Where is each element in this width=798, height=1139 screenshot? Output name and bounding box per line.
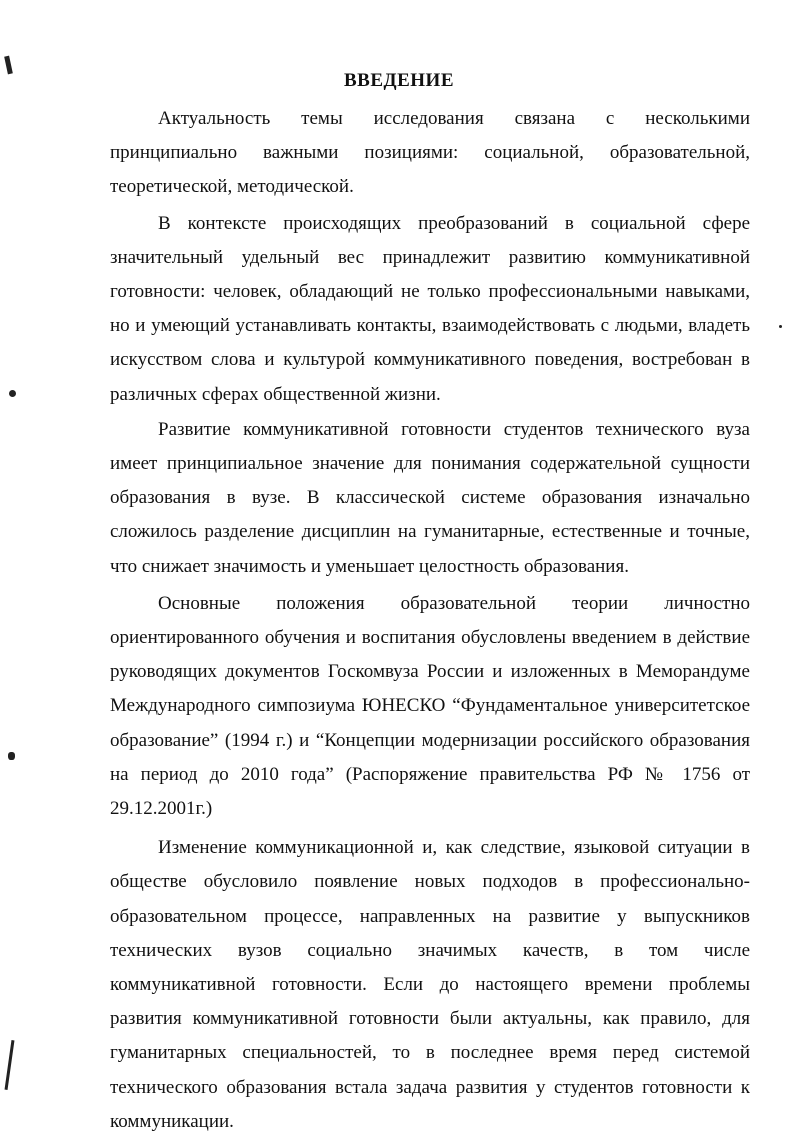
scan-mark-lower bbox=[8, 752, 15, 760]
paragraph-relevance: Актуальность темы исследования связана с несколькими принципиально важными позициями: социальной, образовательной, теоретической, методической. bbox=[110, 108, 750, 198]
paragraph-change: Изменение коммуникационной и, как следствие, языковой ситуации в обществе обусловило появление новых подходов в профессионально-образовательном процессе, направленных на развитие у выпускников технических вузов социально значимых качеств, в том числе коммуникативной готовности. Если до настоящего времени проблемы развития коммуникативной готовности были актуальны, как правило, для гуманитарных специальностей, то в последнее время перед системой технического образования встала задача развития у студентов готовности к коммуникации. bbox=[110, 837, 750, 1132]
scan-mark-bottom bbox=[5, 1040, 15, 1090]
paragraph-development: Развитие коммуникативной готовности студентов технического вуза имеет принципиальное значение для понимания содержательной сущности образования в вузе. В классической системе образования изначально сложилось разделение дисциплин на гуманитарные, естественные и точные, что снижает значимость и уменьшает целостность образования. bbox=[110, 418, 750, 577]
page-title: ВВЕДЕНИЕ bbox=[344, 70, 454, 91]
scan-mark-right bbox=[779, 325, 782, 328]
paragraph-provisions: Основные положения образовательной теории личностно ориентированного обучения и воспитания обусловлены введением в действие руководящих документов Госкомвуза России и изложенных в Меморандуме Международного симпозиума ЮНЕСКО “Фундаментальное университетское образование” (1994 г.) и “Концепции модернизации российского образования на период до 2010 года” (Распоряжение правительства РФ № 1756 от 29.12.2001г.) bbox=[110, 592, 750, 820]
scan-mark-middle bbox=[9, 390, 16, 397]
paragraph-context: В контексте происходящих преобразований в социальной сфере значительный удельный вес принадлежит развитию коммуникативной готовности: человек, обладающий не только профессиональными навыками, но и умеющий устанавливать контакты, взаимодействовать с людьми, владеть искусством слова и культурой коммуникативного поведения, востребован в различных сферах общественной жизни. bbox=[110, 212, 750, 405]
body-text bbox=[110, 102, 750, 1139]
